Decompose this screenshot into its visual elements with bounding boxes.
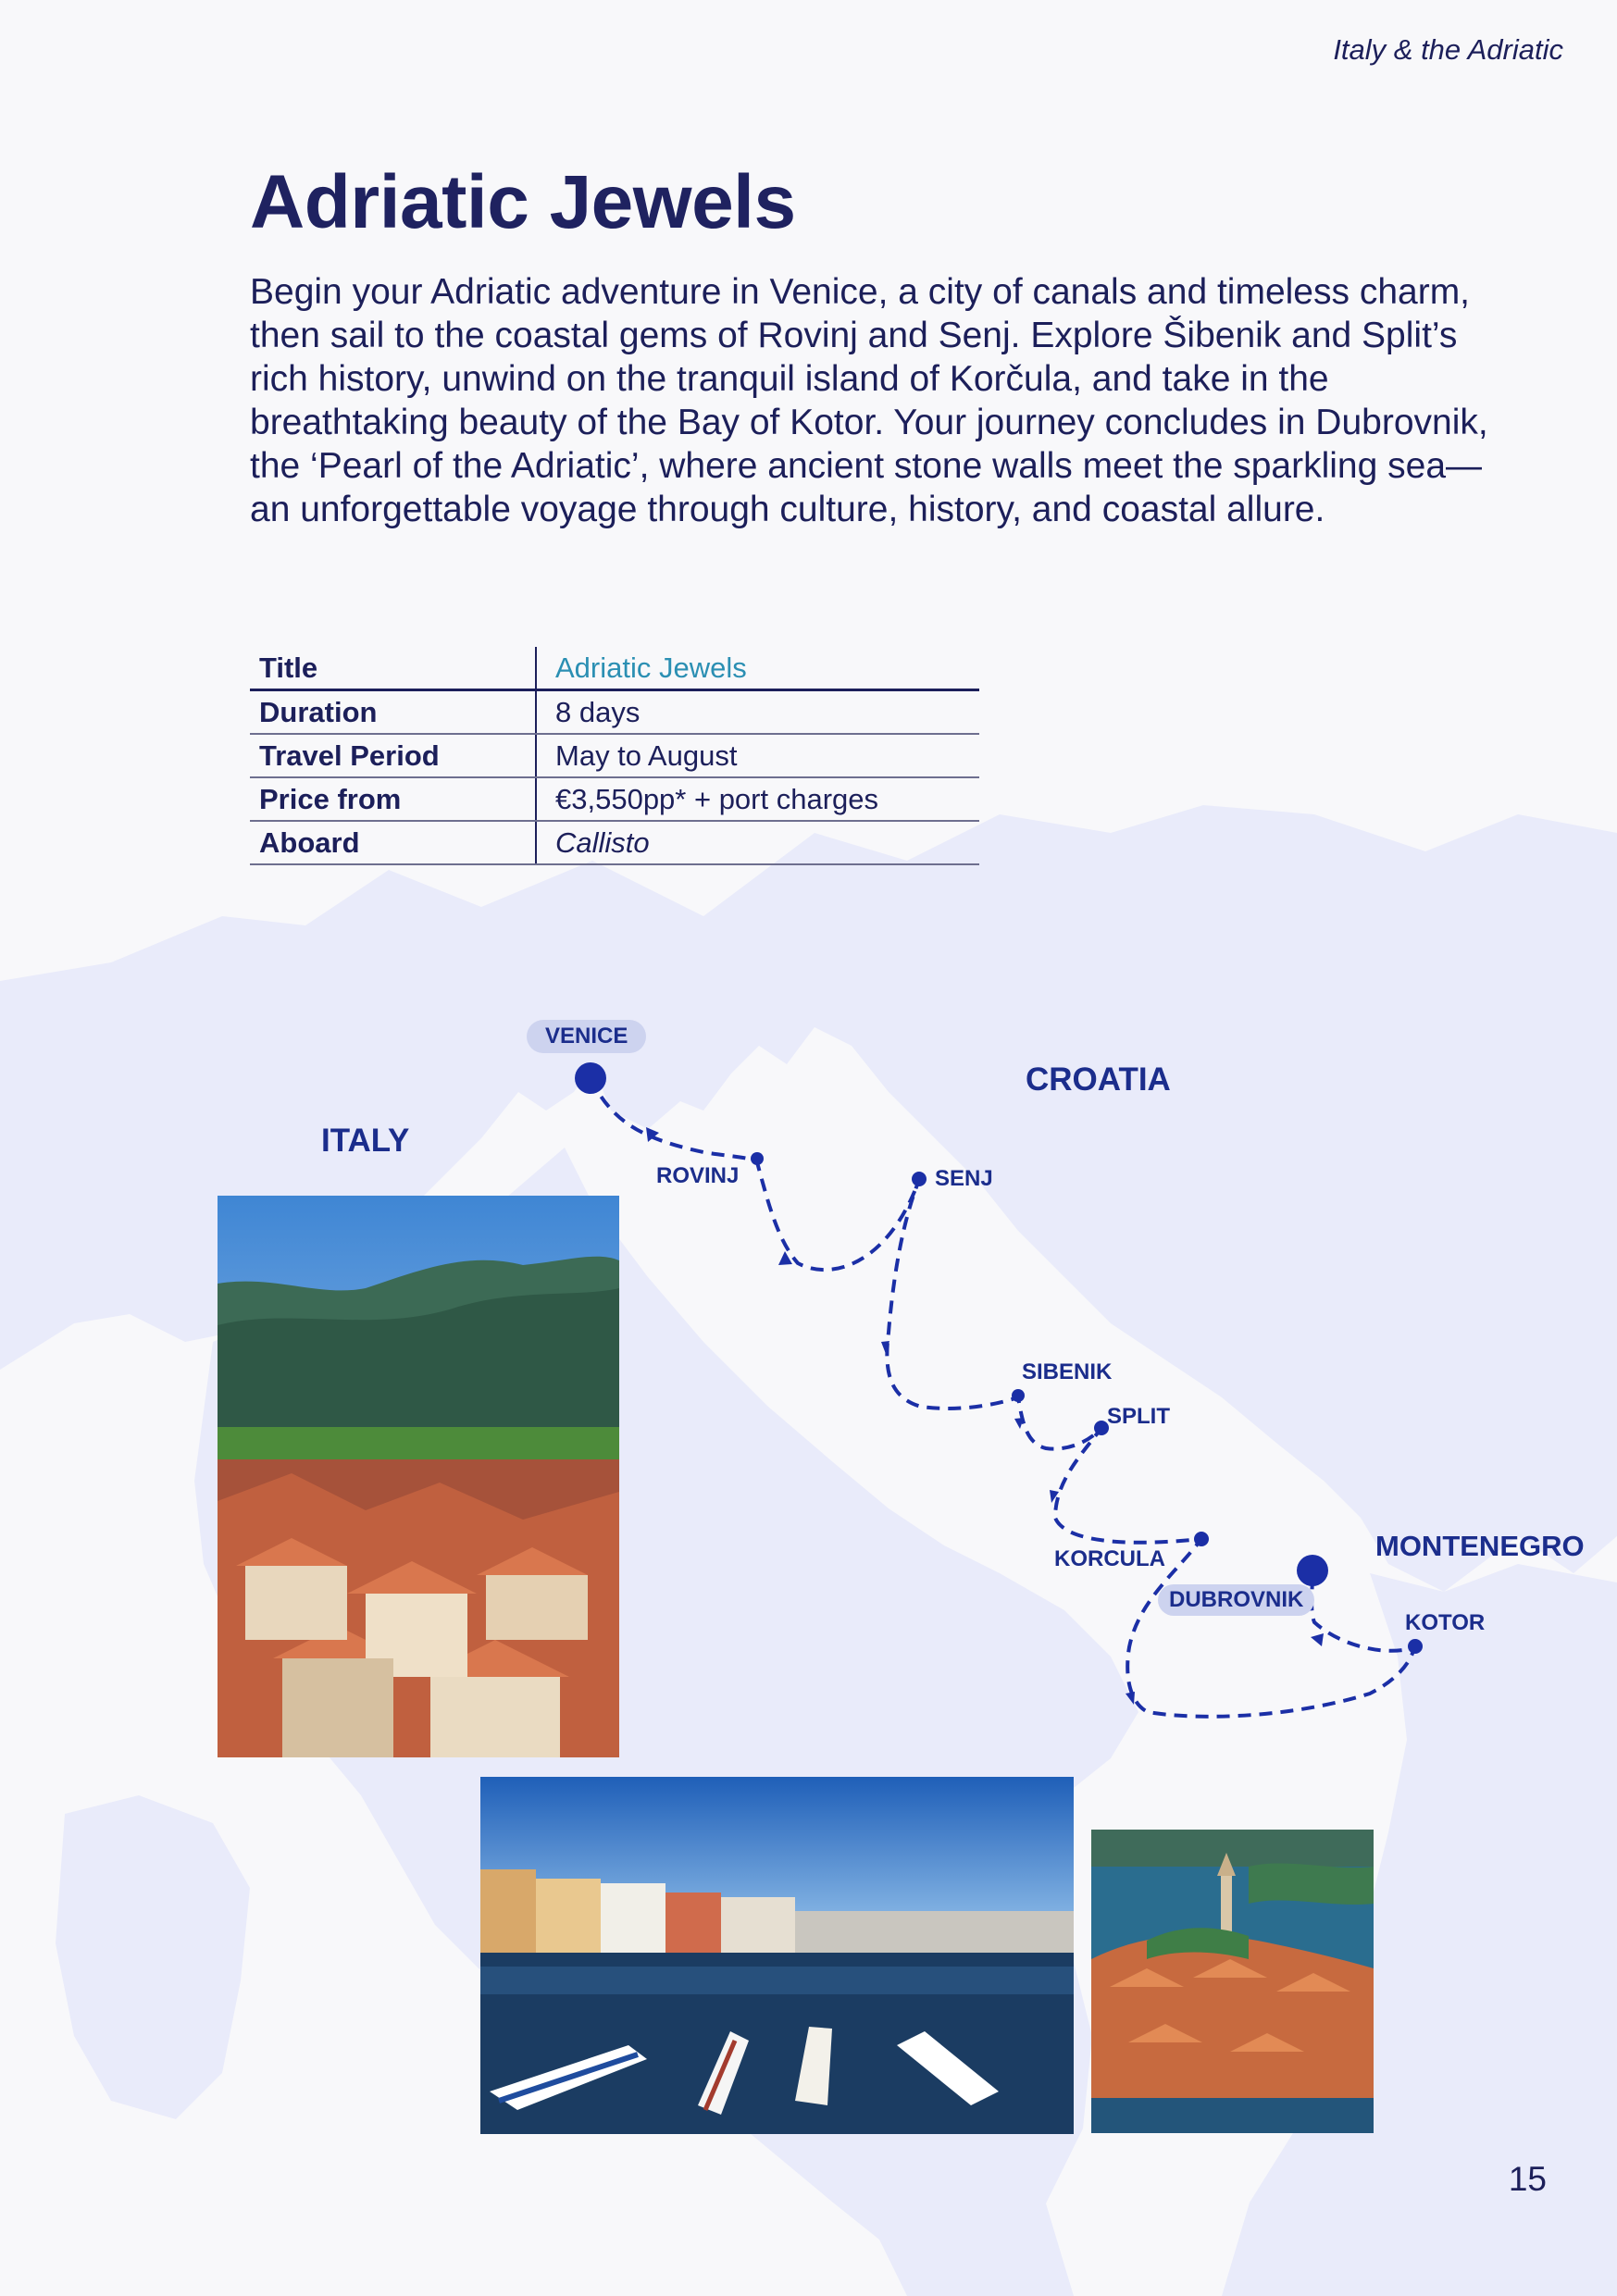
photo-harbour-boats [480,1777,1074,2134]
intro-paragraph: Begin your Adriatic adventure in Venice, a city of canals and timeless charm, then sail to the coastal gems of Rovinj and Senj. Explore Šibenik and Split’s rich history, unwind on the tranquil island of Korčula, and take in the breathtaking beauty of the Bay of Kotor. Your journey concludes in Dubrovnik, the ‘Pearl of the Adriatic’, where ancient stone walls meet the sparkling sea—an unforgettable voyage through culture, history, and coastal allure. [250,272,1488,529]
map-land-sardinia [56,1795,250,2119]
port-label-dubrovnik: DUBROVNIK [1158,1584,1314,1616]
table-row [250,777,979,821]
detail-value: Callisto [536,821,979,864]
section-tag: Italy & the Adriatic [1333,33,1563,66]
table-row [250,647,979,690]
port-dot-senj [912,1172,927,1186]
detail-label: Travel Period [250,734,536,777]
country-label-italy: ITALY [321,1123,410,1159]
detail-label: Aboard [250,821,536,864]
detail-value: Adriatic Jewels [536,647,979,690]
port-label-venice: VENICE [527,1020,646,1053]
page-number: 15 [1508,2160,1547,2198]
port-label-sibenik: SIBENIK [1022,1359,1113,1384]
port-dot-rovinj [751,1152,764,1165]
port-label-rovinj: ROVINJ [656,1163,740,1188]
detail-label: Title [250,647,536,690]
detail-value: May to August [536,734,979,777]
route-arrow [778,1251,792,1265]
port-label-split: SPLIT [1107,1404,1171,1429]
country-label-montenegro: MONTENEGRO [1375,1530,1585,1562]
photo-kotor-bay [218,1196,619,1757]
port-dot-dubrovnik [1297,1555,1328,1586]
port-label-kotor: KOTOR [1405,1610,1486,1635]
table-row [250,821,979,864]
photo-rovinj-aerial [1091,1830,1374,2133]
port-dot-sibenik [1012,1389,1025,1402]
route-arrow [1311,1633,1324,1646]
detail-value: 8 days [536,690,979,735]
table-row [250,734,979,777]
country-label-croatia: CROATIA [1026,1061,1171,1098]
detail-label: Price from [250,777,536,821]
port-label-korcula: KORCULA [1054,1546,1165,1571]
port-label-senj: SENJ [935,1166,993,1191]
page-title: Adriatic Jewels [250,160,796,244]
detail-label: Duration [250,690,536,735]
port-dot-kotor [1408,1639,1423,1654]
table-row [250,690,979,735]
trip-details-table [250,647,979,865]
detail-value: €3,550pp* + port charges [536,777,979,821]
port-dot-venice [575,1062,606,1094]
port-dot-korcula [1194,1532,1209,1546]
